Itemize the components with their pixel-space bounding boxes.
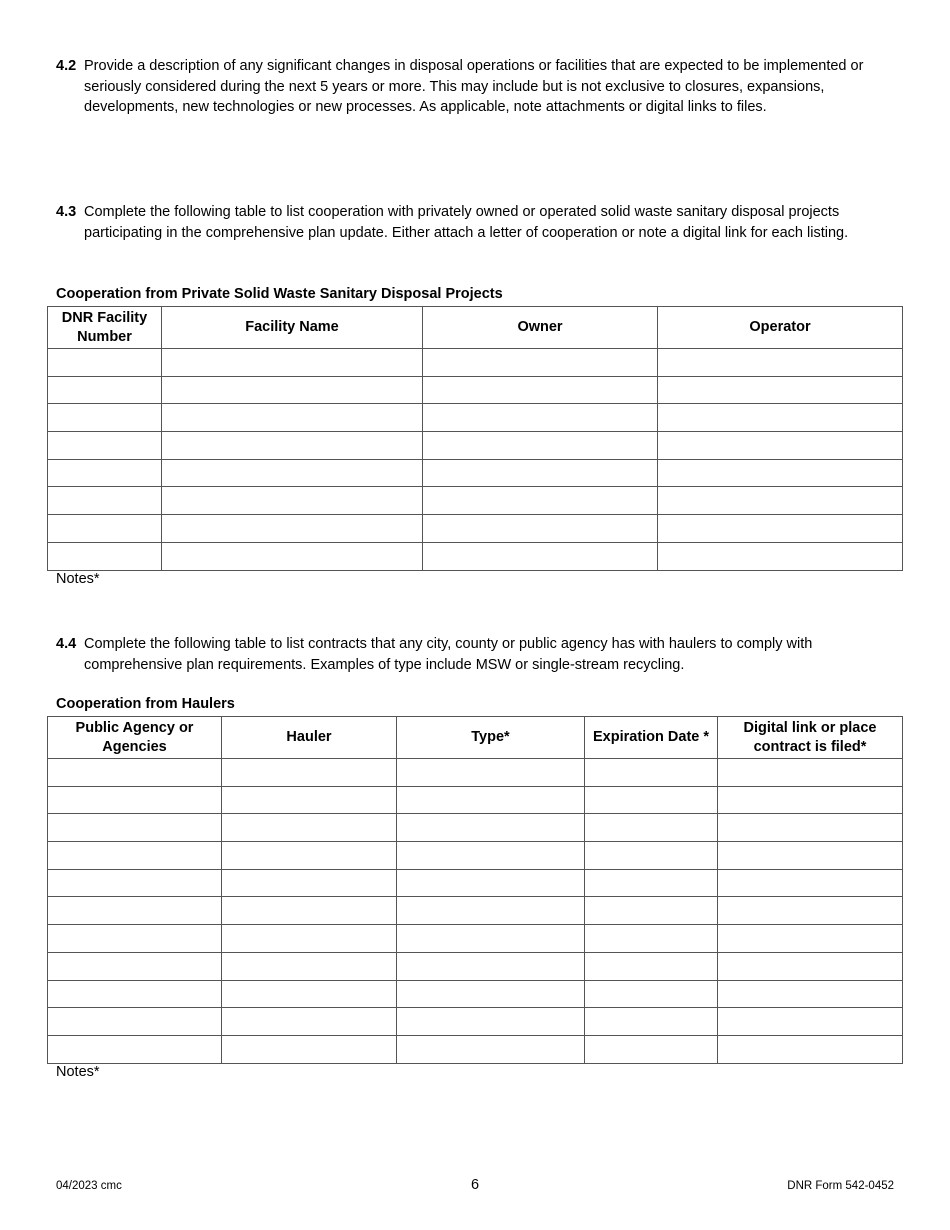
table-cell-input[interactable] (162, 376, 423, 404)
table-row (48, 1008, 903, 1036)
table-cell-input[interactable] (48, 349, 162, 377)
section-4-2 (56, 56, 892, 118)
table-cell-input[interactable] (48, 897, 222, 925)
table-cell-input[interactable] (222, 842, 397, 870)
page-number: 6 (470, 1177, 480, 1193)
table-cell-input[interactable] (658, 349, 903, 377)
column-header: Expiration Date * (585, 717, 718, 759)
table-cell-input[interactable] (585, 952, 718, 980)
table-cell-input[interactable] (585, 842, 718, 870)
table-row (48, 404, 903, 432)
table-cell-input[interactable] (48, 842, 222, 870)
table-cell-input[interactable] (397, 952, 585, 980)
table-cell-input[interactable] (718, 814, 903, 842)
table-cell-input[interactable] (48, 404, 162, 432)
table-cell-input[interactable] (718, 842, 903, 870)
table-cell-input[interactable] (397, 786, 585, 814)
table-cell-input[interactable] (222, 925, 397, 953)
table-row (48, 376, 903, 404)
table-row (48, 786, 903, 814)
table-row (48, 814, 903, 842)
table-cell-input[interactable] (48, 925, 222, 953)
table-cell-input[interactable] (658, 432, 903, 460)
table-cell-input[interactable] (162, 459, 423, 487)
table-cell-input[interactable] (222, 814, 397, 842)
table-row (48, 952, 903, 980)
table-cell-input[interactable] (162, 542, 423, 570)
private-disposal-projects-table (47, 306, 903, 571)
table-cell-input[interactable] (718, 952, 903, 980)
table-cell-input[interactable] (718, 1035, 903, 1063)
table-cell-input[interactable] (585, 759, 718, 787)
table-cell-input[interactable] (397, 759, 585, 787)
table-cell-input[interactable] (48, 459, 162, 487)
table-cell-input[interactable] (585, 869, 718, 897)
table-cell-input[interactable] (585, 786, 718, 814)
column-header: Hauler (222, 717, 397, 759)
notes-label: Notes* (56, 571, 100, 587)
table-cell-input[interactable] (397, 980, 585, 1008)
table-cell-input[interactable] (48, 980, 222, 1008)
section-4-3 (56, 202, 892, 243)
column-header: Type* (397, 717, 585, 759)
table-cell-input[interactable] (423, 404, 658, 432)
table-cell-input[interactable] (585, 925, 718, 953)
table-cell-input[interactable] (162, 404, 423, 432)
section-text: Complete the following table to list contracts that any city, county or public agency has with haulers to comply with comprehensive plan requirements. Examples of type include MSW or single-stream recycling. (84, 636, 813, 673)
table-cell-input[interactable] (222, 786, 397, 814)
table-cell-input[interactable] (162, 487, 423, 515)
table-cell-input[interactable] (397, 842, 585, 870)
table-cell-input[interactable] (423, 432, 658, 460)
table-cell-input[interactable] (397, 897, 585, 925)
table-cell-input[interactable] (423, 487, 658, 515)
table-header-row (48, 307, 903, 349)
table-cell-input[interactable] (48, 1035, 222, 1063)
table-cell-input[interactable] (718, 925, 903, 953)
table-cell-input[interactable] (718, 786, 903, 814)
table-cell-input[interactable] (718, 980, 903, 1008)
table-cell-input[interactable] (162, 515, 423, 543)
table-cell-input[interactable] (222, 980, 397, 1008)
table-cell-input[interactable] (397, 925, 585, 953)
table-cell-input[interactable] (397, 869, 585, 897)
table-row (48, 432, 903, 460)
section-4-4 (56, 634, 892, 675)
table-cell-input[interactable] (718, 759, 903, 787)
table-cell-input[interactable] (48, 952, 222, 980)
table-cell-input[interactable] (222, 869, 397, 897)
table-cell-input[interactable] (423, 349, 658, 377)
table-cell-input[interactable] (397, 1008, 585, 1036)
section-text: Provide a description of any significant changes in disposal operations or facilities that are expected to be implemented or seriously considered during the next 5 years or more. This may include but is not exclusive to closures, expansions, developments, new technologies or new processes. As applicable, note attachments or digital links to files. (84, 58, 864, 115)
table-cell-input[interactable] (585, 980, 718, 1008)
table-cell-input[interactable] (222, 897, 397, 925)
table-cell-input[interactable] (658, 376, 903, 404)
table-row (48, 1035, 903, 1063)
haulers-table (47, 716, 903, 1064)
table-cell-input[interactable] (585, 1008, 718, 1036)
table-cell-input[interactable] (48, 376, 162, 404)
column-header: Digital link or place contract is filed* (718, 717, 903, 759)
table-cell-input[interactable] (48, 542, 162, 570)
table-cell-input[interactable] (48, 814, 222, 842)
table-row (48, 349, 903, 377)
column-header: Owner (423, 307, 658, 349)
column-header: Facility Name (162, 307, 423, 349)
table-cell-input[interactable] (222, 1008, 397, 1036)
table-row (48, 842, 903, 870)
table-caption-haulers: Cooperation from Haulers (56, 696, 235, 712)
table-cell-input[interactable] (222, 759, 397, 787)
table-cell-input[interactable] (658, 515, 903, 543)
table-cell-input[interactable] (48, 515, 162, 543)
notes-label: Notes* (56, 1064, 100, 1080)
table-cell-input[interactable] (718, 1008, 903, 1036)
table-header-row (48, 717, 903, 759)
column-header: Public Agency or Agencies (48, 717, 222, 759)
table-row (48, 515, 903, 543)
footer-date: 04/2023 cmc (56, 1180, 122, 1192)
table-cell-input[interactable] (162, 349, 423, 377)
table-cell-input[interactable] (423, 515, 658, 543)
table-row (48, 980, 903, 1008)
table-cell-input[interactable] (222, 952, 397, 980)
table-cell-input[interactable] (48, 487, 162, 515)
table-cell-input[interactable] (585, 1035, 718, 1063)
table-cell-input[interactable] (222, 1035, 397, 1063)
table-cell-input[interactable] (48, 786, 222, 814)
table-cell-input[interactable] (48, 869, 222, 897)
table-row (48, 487, 903, 515)
section-number: 4.2 (56, 58, 77, 74)
table-cell-input[interactable] (48, 759, 222, 787)
table-cell-input[interactable] (48, 432, 162, 460)
table-caption-private-projects: Cooperation from Private Solid Waste Sanitary Disposal Projects (56, 286, 503, 302)
section-number: 4.4 (56, 636, 77, 652)
table-cell-input[interactable] (162, 432, 423, 460)
section-text: Complete the following table to list cooperation with privately owned or operated solid waste sanitary disposal projects participating in the comprehensive plan update. Either attach a letter of cooperation or note a digital link for each listing. (84, 204, 849, 241)
table-row (48, 542, 903, 570)
table-cell-input[interactable] (397, 1035, 585, 1063)
table-row (48, 869, 903, 897)
table-cell-input[interactable] (585, 897, 718, 925)
table-cell-input[interactable] (658, 404, 903, 432)
footer-form-number: DNR Form 542-0452 (787, 1180, 894, 1192)
table-cell-input[interactable] (658, 542, 903, 570)
table-cell-input[interactable] (48, 1008, 222, 1036)
table-row (48, 925, 903, 953)
table-cell-input[interactable] (423, 542, 658, 570)
table-cell-input[interactable] (397, 814, 585, 842)
table-cell-input[interactable] (658, 459, 903, 487)
table-cell-input[interactable] (658, 487, 903, 515)
table-cell-input[interactable] (423, 376, 658, 404)
section-number: 4.3 (56, 204, 77, 220)
table-row (48, 459, 903, 487)
column-header: DNR Facility Number (48, 307, 162, 349)
column-header: Operator (658, 307, 903, 349)
table-row (48, 759, 903, 787)
table-cell-input[interactable] (423, 459, 658, 487)
table-cell-input[interactable] (718, 869, 903, 897)
table-row (48, 897, 903, 925)
table-cell-input[interactable] (718, 897, 903, 925)
table-cell-input[interactable] (585, 814, 718, 842)
